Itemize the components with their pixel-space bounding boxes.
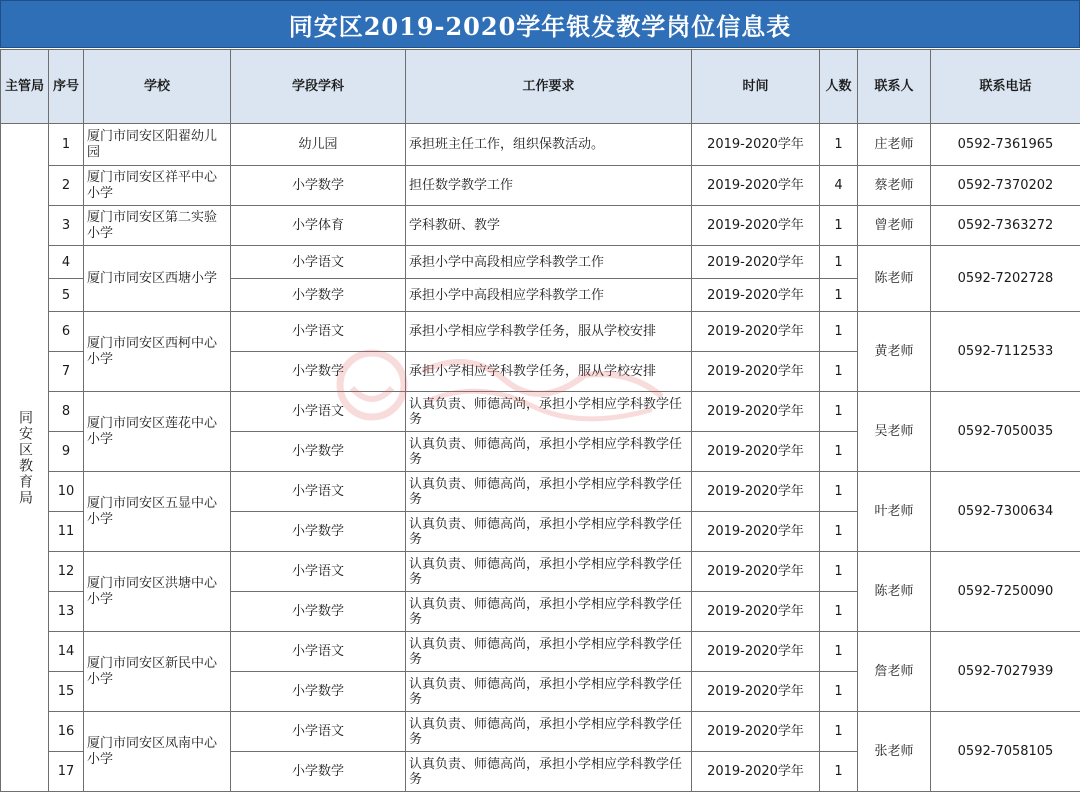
subject-cell: 幼儿园	[231, 124, 406, 166]
seq-cell: 8	[49, 392, 84, 432]
subject-cell: 小学语文	[231, 246, 406, 279]
period-cell: 2019-2020学年	[692, 392, 820, 432]
requirement-cell: 认真负责、师德高尚，承担小学相应学科教学任务	[406, 632, 692, 672]
phone-cell: 0592-7370202	[931, 166, 1080, 206]
seq-cell: 10	[49, 472, 84, 512]
requirement-cell: 认真负责、师德高尚，承担小学相应学科教学任务	[406, 512, 692, 552]
seq-cell: 12	[49, 552, 84, 592]
seq-cell: 7	[49, 352, 84, 392]
phone-cell: 0592-7112533	[931, 312, 1080, 392]
period-cell: 2019-2020学年	[692, 672, 820, 712]
count-cell: 1	[820, 246, 858, 279]
table-row	[1, 712, 1080, 752]
subject-cell: 小学语文	[231, 392, 406, 432]
seq-cell: 4	[49, 246, 84, 279]
requirement-cell: 认真负责、师德高尚，承担小学相应学科教学任务	[406, 672, 692, 712]
count-cell: 1	[820, 472, 858, 512]
period-cell: 2019-2020学年	[692, 166, 820, 206]
count-cell: 1	[820, 592, 858, 632]
phone-cell: 0592-7027939	[931, 632, 1080, 712]
subject-cell: 小学数学	[231, 432, 406, 472]
contact-cell: 吴老师	[858, 392, 931, 472]
header-period: 时间	[692, 50, 820, 124]
subject-cell: 小学数学	[231, 512, 406, 552]
phone-cell: 0592-7202728	[931, 246, 1080, 312]
count-cell: 1	[820, 312, 858, 352]
school-cell: 厦门市同安区阳翟幼儿园	[84, 124, 231, 166]
subject-cell: 小学语文	[231, 472, 406, 512]
header-count: 人数	[820, 50, 858, 124]
table-row	[1, 312, 1080, 352]
school-cell: 厦门市同安区祥平中心小学	[84, 166, 231, 206]
school-cell: 厦门市同安区西柯中心小学	[84, 312, 231, 392]
count-cell: 4	[820, 166, 858, 206]
subject-cell: 小学体育	[231, 206, 406, 246]
period-cell: 2019-2020学年	[692, 632, 820, 672]
period-cell: 2019-2020学年	[692, 712, 820, 752]
contact-cell: 陈老师	[858, 552, 931, 632]
seq-cell: 9	[49, 432, 84, 472]
school-cell: 厦门市同安区凤南中心小学	[84, 712, 231, 792]
count-cell: 1	[820, 632, 858, 672]
school-cell: 厦门市同安区洪塘中心小学	[84, 552, 231, 632]
phone-cell: 0592-7058105	[931, 712, 1080, 792]
header-phone: 联系电话	[931, 50, 1080, 124]
count-cell: 1	[820, 672, 858, 712]
header-row	[1, 50, 1080, 124]
header-contact: 联系人	[858, 50, 931, 124]
phone-cell: 0592-7363272	[931, 206, 1080, 246]
seq-cell: 14	[49, 632, 84, 672]
phone-cell: 0592-7361965	[931, 124, 1080, 166]
requirement-cell: 学科教研、教学	[406, 206, 692, 246]
requirement-cell: 承担班主任工作，组织保教活动。	[406, 124, 692, 166]
requirement-cell: 承担小学中高段相应学科教学工作	[406, 279, 692, 312]
requirement-cell: 承担小学相应学科教学任务，服从学校安排	[406, 352, 692, 392]
phone-cell: 0592-7050035	[931, 392, 1080, 472]
period-cell: 2019-2020学年	[692, 472, 820, 512]
header-subject: 学段学科	[231, 50, 406, 124]
table-row	[1, 472, 1080, 512]
table-row	[1, 246, 1080, 279]
count-cell: 1	[820, 752, 858, 792]
header-seq: 序号	[49, 50, 84, 124]
subject-cell: 小学数学	[231, 752, 406, 792]
table-row	[1, 392, 1080, 432]
school-cell: 厦门市同安区五显中心小学	[84, 472, 231, 552]
period-cell: 2019-2020学年	[692, 752, 820, 792]
count-cell: 1	[820, 392, 858, 432]
seq-cell: 3	[49, 206, 84, 246]
period-cell: 2019-2020学年	[692, 124, 820, 166]
period-cell: 2019-2020学年	[692, 512, 820, 552]
phone-cell: 0592-7250090	[931, 552, 1080, 632]
period-cell: 2019-2020学年	[692, 312, 820, 352]
table-row	[1, 124, 1080, 166]
count-cell: 1	[820, 124, 858, 166]
count-cell: 1	[820, 432, 858, 472]
table-row	[1, 552, 1080, 592]
seq-cell: 13	[49, 592, 84, 632]
period-cell: 2019-2020学年	[692, 279, 820, 312]
header-authority: 主管局	[1, 50, 49, 124]
count-cell: 1	[820, 512, 858, 552]
table-row	[1, 632, 1080, 672]
period-cell: 2019-2020学年	[692, 246, 820, 279]
contact-cell: 张老师	[858, 712, 931, 792]
requirement-cell: 承担小学相应学科教学任务，服从学校安排	[406, 312, 692, 352]
requirement-cell: 承担小学中高段相应学科教学工作	[406, 246, 692, 279]
contact-cell: 庄老师	[858, 124, 931, 166]
subject-cell: 小学语文	[231, 312, 406, 352]
period-cell: 2019-2020学年	[692, 592, 820, 632]
requirement-cell: 认真负责、师德高尚，承担小学相应学科教学任务	[406, 392, 692, 432]
seq-cell: 17	[49, 752, 84, 792]
authority-cell: 同安区教育局	[1, 124, 49, 792]
table-row	[1, 206, 1080, 246]
sheet-title: 同安区2019-2020学年银发教学岗位信息表	[0, 0, 1080, 48]
seq-cell: 11	[49, 512, 84, 552]
seq-cell: 5	[49, 279, 84, 312]
school-cell: 厦门市同安区新民中心小学	[84, 632, 231, 712]
period-cell: 2019-2020学年	[692, 206, 820, 246]
count-cell: 1	[820, 279, 858, 312]
count-cell: 1	[820, 712, 858, 752]
phone-cell: 0592-7300634	[931, 472, 1080, 552]
positions-table	[0, 49, 1080, 792]
subject-cell: 小学数学	[231, 592, 406, 632]
school-cell: 厦门市同安区第二实验小学	[84, 206, 231, 246]
subject-cell: 小学数学	[231, 352, 406, 392]
contact-cell: 詹老师	[858, 632, 931, 712]
contact-cell: 陈老师	[858, 246, 931, 312]
contact-cell: 蔡老师	[858, 166, 931, 206]
period-cell: 2019-2020学年	[692, 432, 820, 472]
requirement-cell: 认真负责、师德高尚，承担小学相应学科教学任务	[406, 432, 692, 472]
requirement-cell: 担任数学教学工作	[406, 166, 692, 206]
contact-cell: 黄老师	[858, 312, 931, 392]
contact-cell: 叶老师	[858, 472, 931, 552]
requirement-cell: 认真负责、师德高尚，承担小学相应学科教学任务	[406, 552, 692, 592]
school-cell: 厦门市同安区西塘小学	[84, 246, 231, 312]
subject-cell: 小学语文	[231, 552, 406, 592]
subject-cell: 小学数学	[231, 672, 406, 712]
seq-cell: 2	[49, 166, 84, 206]
table-row	[1, 166, 1080, 206]
seq-cell: 16	[49, 712, 84, 752]
requirement-cell: 认真负责、师德高尚，承担小学相应学科教学任务	[406, 752, 692, 792]
school-cell: 厦门市同安区莲花中心小学	[84, 392, 231, 472]
requirement-cell: 认真负责、师德高尚，承担小学相应学科教学任务	[406, 472, 692, 512]
contact-cell: 曾老师	[858, 206, 931, 246]
count-cell: 1	[820, 552, 858, 592]
subject-cell: 小学数学	[231, 166, 406, 206]
subject-cell: 小学语文	[231, 632, 406, 672]
requirement-cell: 认真负责、师德高尚，承担小学相应学科教学任务	[406, 592, 692, 632]
header-school: 学校	[84, 50, 231, 124]
requirement-cell: 认真负责、师德高尚，承担小学相应学科教学任务	[406, 712, 692, 752]
seq-cell: 6	[49, 312, 84, 352]
subject-cell: 小学数学	[231, 279, 406, 312]
count-cell: 1	[820, 206, 858, 246]
period-cell: 2019-2020学年	[692, 552, 820, 592]
seq-cell: 15	[49, 672, 84, 712]
count-cell: 1	[820, 352, 858, 392]
period-cell: 2019-2020学年	[692, 352, 820, 392]
header-requirement: 工作要求	[406, 50, 692, 124]
seq-cell: 1	[49, 124, 84, 166]
subject-cell: 小学语文	[231, 712, 406, 752]
